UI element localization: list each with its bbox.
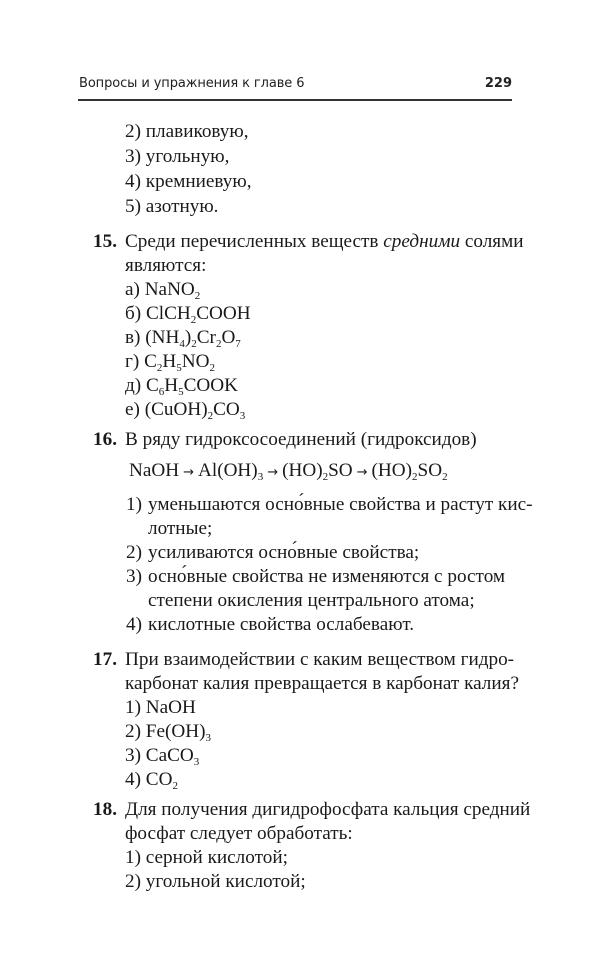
q17-option [125,720,211,744]
question-text: При взаимодействии с каким веществом гидро- [125,649,515,670]
q17-option [125,768,178,792]
chemical-formula: CaCO$_3$ [145,745,200,768]
option-label: 4) [125,769,146,790]
question-text-line2: карбонат калия превращается в карбонат калия? [125,673,519,694]
q15-option [125,278,200,302]
option-number: 2) [126,542,142,563]
q15-option [125,326,241,350]
question-number: 15. [93,231,117,252]
chemical-formula: $(CuOH)_2CO_3$ [144,399,246,422]
chemical-formula: $C_2H_5NO_2$ [144,351,215,374]
option-text: степени окисления центрального атома; [148,590,475,611]
chemical-formula: $(NH_4)_2Cr_2O_7$ [145,327,241,350]
option-text: кислотные свойства ослабевают. [148,614,415,635]
option-label: г) [125,351,145,372]
chemical-formula: ClCH$_2$COOH [145,303,251,326]
question-text-line2: являются: [125,255,207,276]
q18-option: 2) угольной кислотой; [125,871,306,892]
chemical-formula: $(HO)_2SO$ [282,460,353,483]
page-number: 229 [484,76,512,91]
q15-option [125,398,245,422]
arrow-icon: → [356,465,368,480]
emphasis-text: средними [383,231,461,252]
option-label: б) [125,303,146,324]
arrow-icon: → [183,465,194,480]
chapter-title: Вопросы и упражнения к главе 6 [79,76,305,91]
q15-option [125,350,215,374]
hydroxide-series [129,459,448,485]
option-number: 3) [126,566,142,587]
q15-option [125,302,251,326]
option-label: д) [125,375,146,396]
option-label: в) [125,327,146,348]
q14-option: 5) азотную. [125,196,219,217]
chemical-formula: NaOH [145,697,196,718]
arrow-icon: → [267,465,279,480]
q14-option: 4) кремниевую, [125,171,252,192]
q17-option [125,744,199,768]
option-number: 4) [126,614,142,635]
option-text: лотные; [148,518,213,539]
q14-option: 3) угольную, [125,146,230,167]
option-label: 1) [125,697,146,718]
text-part: солями [460,231,524,252]
question-text: Для получения дигидрофосфата кальция средний [125,799,531,820]
chemical-formula: $Fe(OH)_3$ [145,721,211,744]
question-number: 16. [93,429,117,450]
option-label: а) [125,279,145,300]
q17-option [125,696,196,720]
option-label: 3) [125,745,146,766]
text-part: Среди перечисленных веществ [125,231,384,252]
chemical-formula: $Al(OH)_3$ [198,460,264,483]
chemical-formula: NaOH [129,460,180,481]
option-label: 2) [125,721,146,742]
chemical-formula: $C_6H_5COOK$ [145,375,238,398]
running-header [79,72,512,96]
option-text: осно́вные свойства не изменяются с ростом [148,566,506,587]
option-text: уменьшаются осно́вные свойства и растут кис- [148,494,533,515]
chemical-formula: NaNO$_2$ [144,279,201,302]
question-text-line2: фосфат следует обработать: [125,823,353,844]
chemical-formula: $CO_2$ [145,769,178,792]
option-number: 1) [126,494,142,515]
question-number: 17. [93,649,117,670]
chemical-formula: $(HO)_2SO_2$ [371,460,448,483]
question-text [125,230,524,254]
q18-option: 1) серной кислотой; [125,847,288,868]
option-text: усиливаются осно́вные свойства; [148,542,420,563]
q15-option [125,374,238,398]
q14-option: 2) плавиковую, [125,121,249,142]
option-label: е) [125,399,145,420]
header-rule [78,99,512,101]
question-number: 18. [93,799,117,820]
question-text: В ряду гидроксосоединений (гидроксидов) [125,429,477,450]
